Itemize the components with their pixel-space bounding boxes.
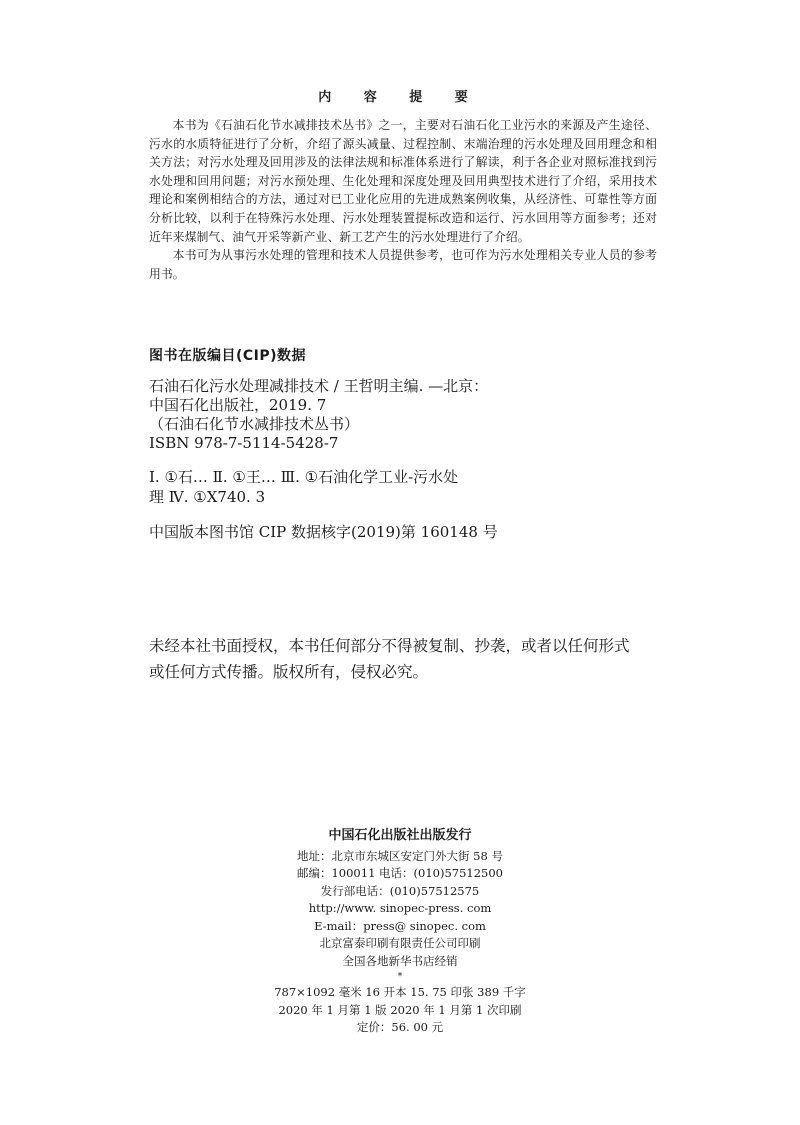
cip-entry-line: 石油石化污水处理减排技术 / 王哲明主编. —北京： [149, 377, 489, 395]
summary-paragraph: 本书可为从事污水处理的管理和技术人员提供参考，也可作为污水处理相关专业人员的参考用书。 [149, 248, 657, 281]
imprint-postal-phone: 邮编：100011 电话：(010)57512500 [296, 866, 503, 880]
summary-paragraph: 本书为《石油石化节水减排技术丛书》之一，主要对石油石化工业污水的来源及产生途径、污水的水质特征进行了分析，介绍了源头减量、过程控制、末端治理的污水处理及回用理念和相关方法；对污水处理及回用涉及的法律法规和标准体系进行了解读，利于各企业对照标准找到污水处理和回用问题；对污水预处理、生化处理和深度处理及回用典型技术进行了介绍，采用技术理论和案例相结合的方法，通过对已工业化应用的先进成熟案例收集，从经济性、可靠性等方面分析比较，以利于在特殊污水处理、污水处理装置提标改造和运行、污水回用等方面参考；还对近年来煤制气、油气开采等新产业、新工艺产生的污水处理进行了介绍。 [149, 118, 657, 244]
imprint-format: 787×1092 毫米 16 开本 15. 75 印张 389 千字 [274, 985, 526, 999]
imprint-printer: 北京富泰印刷有限责任公司印刷 [319, 936, 481, 950]
cip-entry-line: （石油石化节水减排技术丛书） [149, 415, 360, 433]
imprint-email: E-mail：press@ sinopec. com [314, 918, 486, 933]
publisher-imprint [230, 827, 570, 1037]
cip-check-number: 中国版本图书馆 CIP 数据核字(2019)第 160148 号 [149, 523, 498, 541]
imprint-address: 地址：北京市东城区安定门外大街 58 号 [297, 848, 503, 863]
copyright-line: 或任何方式传播。版权所有，侵权必究。 [149, 663, 429, 681]
copyright-notice [149, 633, 649, 685]
imprint-website: http://www. sinopec-press. com [308, 901, 492, 915]
imprint-publisher: 中国石化出版社出版发行 [328, 828, 472, 843]
cip-heading: 图书在版编目(CIP)数据 [149, 348, 307, 364]
cip-classification [149, 467, 569, 507]
imprint-distributor: 全国各地新华书店经销 [342, 953, 458, 968]
summary-title: 内 容 提 要 [318, 90, 482, 105]
cip-entry-line: 中国石化出版社，2019. 7 [149, 396, 327, 414]
cip-classification-line: 理 Ⅳ. ①X740. 3 [149, 488, 266, 506]
imprint-separator: * [397, 972, 403, 982]
imprint-sales-phone: 发行部电话：(010)57512575 [320, 883, 480, 898]
cip-entry [149, 377, 569, 453]
copyright-line: 未经本社书面授权，本书任何部分不得被复制、抄袭，或者以任何形式 [149, 637, 630, 655]
cip-block [149, 345, 569, 542]
imprint-price: 定价：56. 00 元 [356, 1020, 444, 1034]
cip-entry-line: ISBN 978-7-5114-5428-7 [149, 434, 339, 452]
summary-section [149, 116, 657, 283]
cip-classification-line: Ⅰ. ①石… Ⅱ. ①王… Ⅲ. ①石油化学工业-污水处 [149, 468, 459, 486]
imprint-edition: 2020 年 1 月第 1 版 2020 年 1 月第 1 次印刷 [278, 1002, 522, 1017]
